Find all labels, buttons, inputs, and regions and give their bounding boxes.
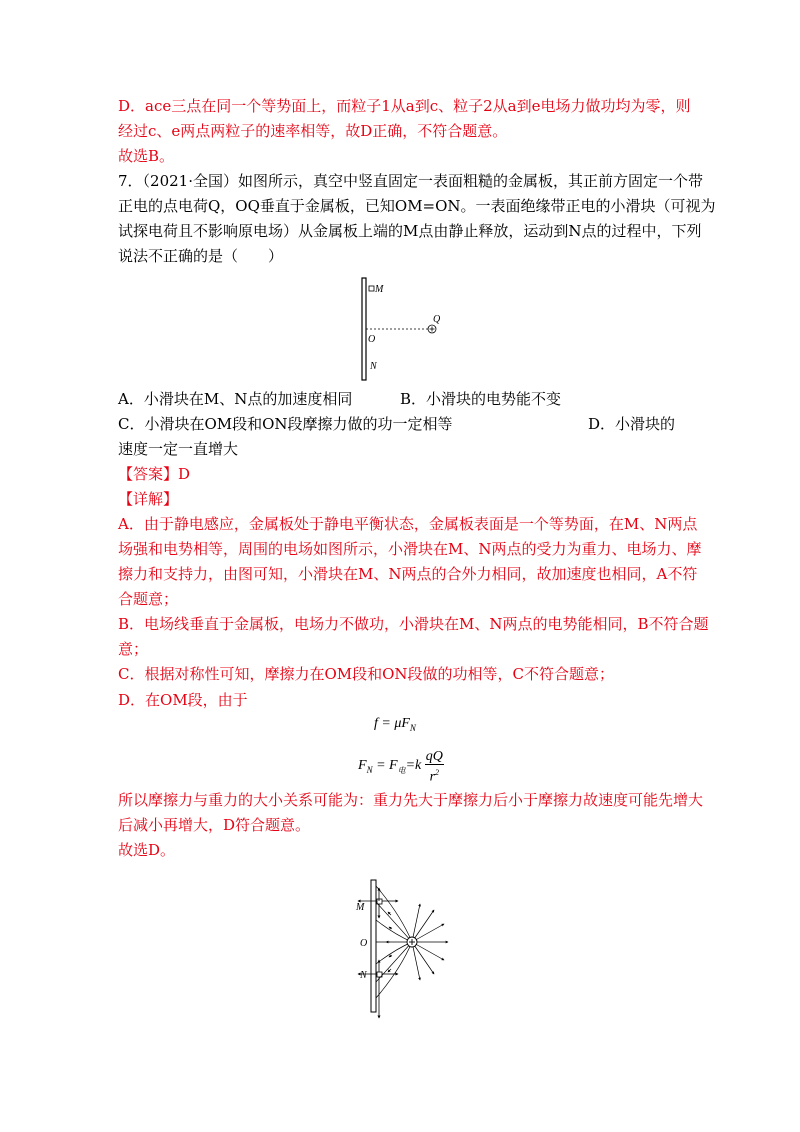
figure-metal-plate-charge [350, 274, 460, 384]
explanation-a1: A．由于静电感应，金属板处于静电平衡状态，金属板表面是一个等势面，在M、N两点 [118, 515, 698, 533]
option-a: A．小滑块在M、N点的加速度相同 [118, 390, 353, 408]
final-conclusion: 故选D。 [118, 841, 176, 859]
explanation-a3: 擦力和支持力，由图可知，小滑块在M、N两点的合外力相同，故加速度也相同，A不符 [118, 565, 698, 583]
answer-line: 【答案】D [118, 465, 191, 483]
explanation-b2: 意； [118, 640, 149, 658]
metal-plate [371, 880, 376, 1012]
question-line4: 说法不正确的是（ ） [118, 247, 284, 265]
option-c: C．小滑块在OM段和ON段摩擦力做的功一定相等 [118, 415, 453, 433]
option-b: B．小滑块的电势能不变 [400, 390, 562, 408]
label-o: O [360, 938, 368, 949]
explanation-c1: C．根据对称性可知，摩擦力在OM段和ON段做的功相等，C不符合题意； [118, 665, 615, 683]
explanation-b1: B．电场线垂直于金属板，电场力不做功，小滑块在M、N两点的电势能相同，B不符合题 [118, 615, 709, 633]
question-line2: 正电的点电荷Q，OQ垂直于金属板，已知OM=ON。一表面绝缘带正电的小滑块（可视为 [118, 197, 716, 215]
prev-solution-d-line2: 经过c、e两点两粒子的速率相等，故D正确，不符合题意。 [118, 122, 508, 140]
option-d: D．小滑块的 [588, 415, 676, 433]
label-o: O [368, 334, 376, 345]
explanation-d1: D．在OM段，由于 [118, 691, 248, 709]
explanation-a2: 场强和电势相等，周围的电场如图所示，小滑块在M、N两点的受力为重力、电场力、摩 [118, 540, 702, 558]
label-q: Q [433, 314, 441, 325]
detail-header: 【详解】 [118, 490, 179, 508]
equation-friction: $f = \mu F_N$ [374, 716, 416, 733]
label-m: M [375, 284, 384, 295]
explanation-d3: 后减小再增大，D符合题意。 [118, 816, 311, 834]
label-n: N [360, 970, 367, 981]
prev-solution-conclusion: 故选B。 [118, 147, 175, 165]
prev-solution-d-line1: D．ace三点在同一个等势面上，而粒子1从a到c、粒子2从a到e电场力做功均为零，则 [118, 97, 691, 115]
slider-block-m [377, 899, 382, 904]
option-d-continued: 速度一定一直增大 [118, 440, 239, 458]
label-n: N [370, 361, 377, 372]
explanation-a4: 合题意； [118, 590, 179, 608]
question-line3: 试探电荷且不影响原电场）从金属板上端的M点由静止释放，运动到N点的过程中，下列 [118, 222, 702, 240]
metal-plate [362, 278, 366, 380]
slider-block [369, 286, 374, 291]
figure-field-lines [340, 872, 460, 1024]
equation-normal-force: $F_N = F_电=k$ $\frac{qQ}{r^2}$ [358, 749, 443, 785]
explanation-d2: 所以摩擦力与重力的大小关系可能为：重力先大于摩擦力后小于摩擦力故速度可能先增大 [118, 791, 704, 809]
question-line1: 7．（2021·全国）如图所示，真空中竖直固定一表面粗糙的金属板，其正前方固定一个带 [118, 172, 703, 190]
label-m: M [356, 902, 365, 913]
